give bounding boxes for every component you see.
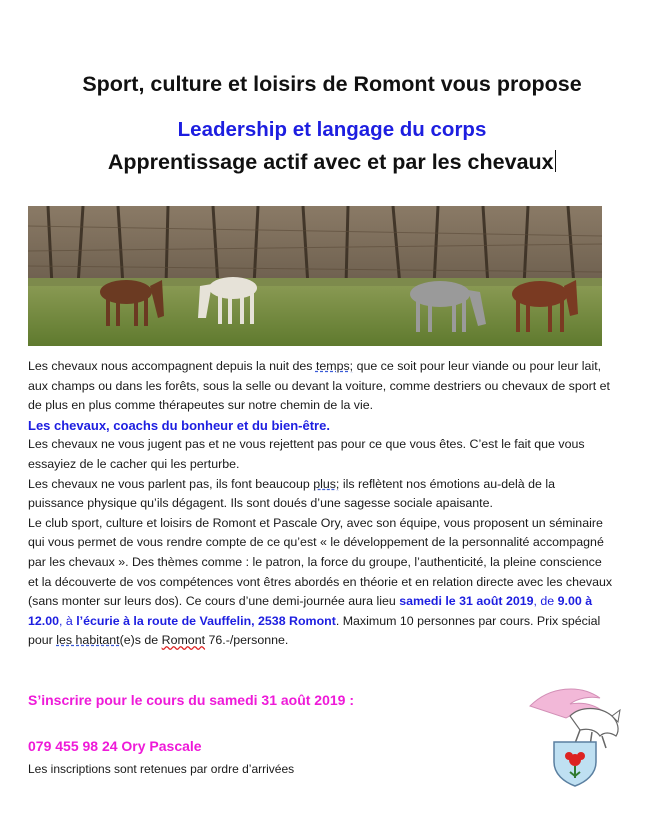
registration-heading: S’inscrire pour le cours du samedi 31 août 2019 : xyxy=(28,692,355,708)
intro-text-rest: que ce soit pour leur viande ou pour leur lait, aux champs ou dans les forêts, sous la selle ou devant la voiture, comme destriers ou chevaux de sport et de plus en plus comme thérapeutes sur notre chemin de la vie. xyxy=(28,359,610,413)
contact-phone: 079 455 98 24 Ory Pascale xyxy=(28,738,202,754)
seminar-time-value: 9.00 à 12.00 xyxy=(28,594,593,628)
winged-horse-crest-logo xyxy=(520,676,632,788)
intro-text: Les chevaux nous accompagnent depuis la nuit des xyxy=(28,359,316,373)
organizer-line: Sport, culture et loisirs de Romont vous propose xyxy=(82,72,582,96)
section-subheading: Les chevaux, coachs du bonheur et du bien-être. xyxy=(28,417,330,433)
reflect-text: Les chevaux ne vous parlent pas, ils font beaucoup xyxy=(28,476,314,491)
seminar-place-value: l’écurie à la route de Vauffelin, 2538 Romont xyxy=(76,613,336,628)
course-title: Leadership et langage du corps xyxy=(177,118,487,141)
horses-pasture-photo xyxy=(28,206,602,346)
course-subtitle-text: Apprentissage actif avec et par les chevaux xyxy=(107,150,554,174)
course-subtitle xyxy=(0,150,664,175)
paragraph-judge: Les chevaux ne vous jugent pas et ne vous rejettent pas pour ce que vous êtes. C’est le fait que vous essayiez de le cacher qui les perturbe. xyxy=(28,437,585,471)
reflect-text-rest: ils reflètent nos émotions au-delà de la puissance physique qu’ils dégagent. Ils sont doués d’une sagesse sociale apaisante. xyxy=(28,476,555,511)
description-text xyxy=(28,357,613,651)
seminar-text: Le club sport, culture et loisirs de Romont et Pascale Ory, avec son équipe, vous proposent un séminaire qui vous permet de vous rendre compte de ce qu’est « le développement de la personnalité accompagné par les chevaux ». Des thèmes comme : le patron, la force du groupe, l’authenticité, la pleine conscience et la découverte de vos compétences vont êtres abordés en théorie et en relation directe avec les chevaux (sans monter sur leurs dos). Ce cours d’une demi-journée aura lieu xyxy=(28,515,613,609)
intro-paragraph xyxy=(28,357,613,416)
paragraph-seminar xyxy=(28,514,613,651)
seminar-price-value: 76.-/personne. xyxy=(205,633,289,648)
seminar-date-value: samedi le 31 août 2019 xyxy=(399,594,534,609)
intro-text-flagged: temps; xyxy=(315,359,354,373)
seminar-date-sep: , de xyxy=(533,594,558,609)
seminar-residents-text: (e)s de xyxy=(119,633,162,648)
paragraph-reflect xyxy=(28,475,613,514)
reflect-text-flagged: plus; xyxy=(313,476,340,491)
registration-note: Les inscriptions sont retenues par ordre d’arrivées xyxy=(28,762,295,776)
seminar-price-text: . Maximum 10 personnes par cours. Prix spécial pour xyxy=(28,613,601,648)
seminar-town-spell: Romont xyxy=(161,633,206,648)
seminar-time-sep: , à xyxy=(59,613,77,628)
seminar-residents-flagged: les habitant xyxy=(56,633,120,648)
text-cursor xyxy=(555,150,557,172)
